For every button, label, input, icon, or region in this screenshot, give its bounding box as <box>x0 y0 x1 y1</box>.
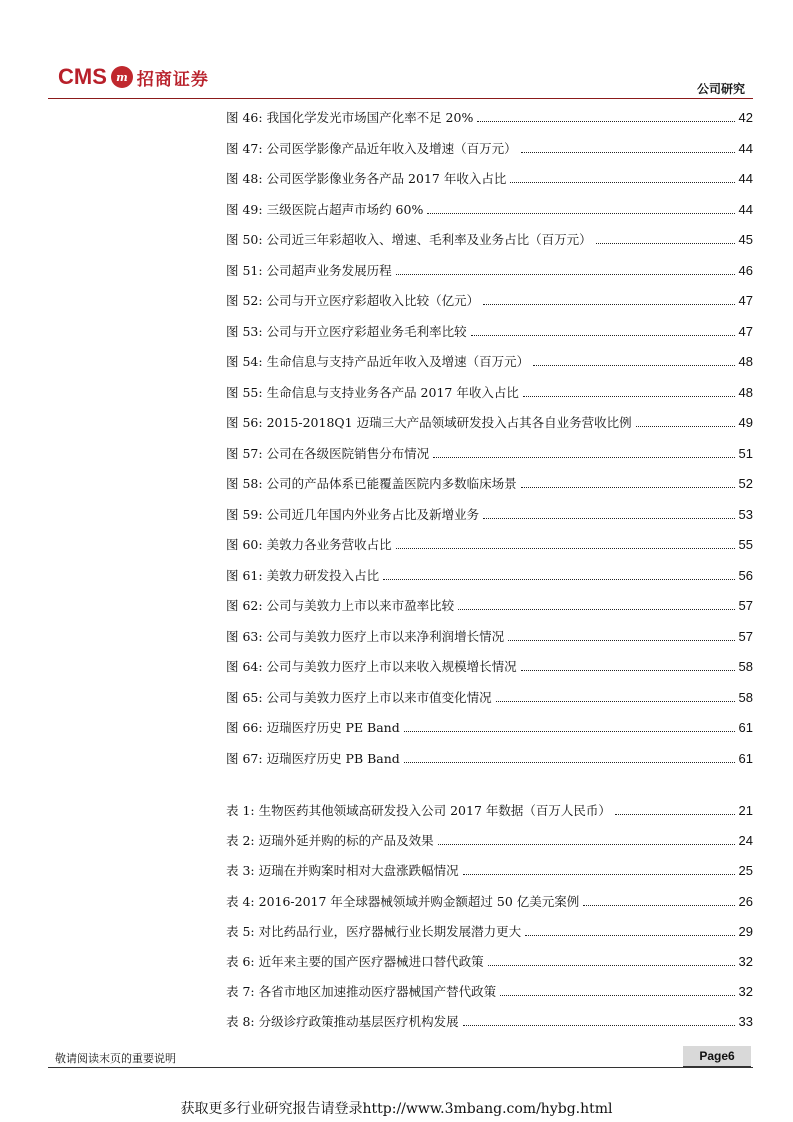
toc-entry-title: 图 65: 公司与美敦力医疗上市以来市值变化情况 <box>226 689 492 705</box>
dot-leader <box>521 486 735 488</box>
toc-entry-title: 图 57: 公司在各级医院销售分布情况 <box>226 445 430 461</box>
dot-leader <box>488 964 735 966</box>
toc-entry[interactable] <box>226 859 753 879</box>
toc-entry-title: 图 64: 公司与美敦力医疗上市以来收入规模增长情况 <box>226 659 517 674</box>
dot-leader <box>477 120 734 122</box>
logo-emblem-icon: m <box>111 66 133 88</box>
toc-entry-title: 图 52: 公司与开立医疗彩超收入比较（亿元） <box>226 293 480 308</box>
toc-entry[interactable] <box>226 655 753 675</box>
dot-leader <box>438 843 735 845</box>
toc-entry-page: 33 <box>738 1014 753 1030</box>
toc-entry-title: 图 51: 公司超声业务发展历程 <box>226 262 392 278</box>
toc-entry-page: 21 <box>738 803 753 818</box>
toc-entry[interactable] <box>226 198 753 218</box>
toc-entry-page: 32 <box>738 954 753 969</box>
footer-disclaimer: 敬请阅读末页的重要说明 <box>55 1052 176 1065</box>
dot-leader <box>396 273 735 275</box>
toc-entry[interactable] <box>226 259 753 279</box>
toc-entry-title: 表 2: 迈瑞外延并购的标的产品及效果 <box>226 833 434 849</box>
toc-entry-title: 图 58: 公司的产品体系已能覆盖医院内多数临床场景 <box>226 476 517 491</box>
page-header <box>40 58 753 98</box>
toc-entry-page: 25 <box>738 863 753 879</box>
toc-entry-title: 图 48: 公司医学影像业务各产品 2017 年收入占比 <box>226 171 507 186</box>
toc-entry-title: 图 67: 迈瑞医疗历史 PB Band <box>226 750 400 766</box>
dot-leader <box>396 547 735 549</box>
toc-entry-page: 46 <box>738 262 753 278</box>
toc-entry[interactable] <box>226 106 753 126</box>
dot-leader <box>471 334 735 336</box>
dot-leader <box>483 303 734 305</box>
dot-leader <box>596 242 735 244</box>
toc-entry-page: 29 <box>738 923 753 939</box>
toc-entry[interactable] <box>226 890 753 910</box>
toc-entry-title: 图 62: 公司与美敦力上市以来市盈率比较 <box>226 598 455 613</box>
footer-divider <box>48 1067 753 1068</box>
toc-entry-page: 44 <box>738 201 753 217</box>
dot-leader <box>521 151 735 153</box>
toc-entry[interactable] <box>226 829 753 849</box>
dot-leader <box>483 517 734 519</box>
toc-entry[interactable] <box>226 533 753 553</box>
toc-entry-page: 61 <box>738 750 753 766</box>
dot-leader <box>433 456 734 458</box>
toc-entry-page: 44 <box>738 140 753 156</box>
toc-entry-title: 图 56: 2015-2018Q1 迈瑞三大产品领域研发投入占其各自业务营收比例 <box>226 415 632 430</box>
toc-entry-title: 图 54: 生命信息与支持产品近年收入及增速（百万元） <box>226 354 530 369</box>
dot-leader <box>404 730 735 732</box>
toc-entry[interactable] <box>226 747 753 767</box>
dot-leader <box>508 639 734 641</box>
toc-entry-title: 图 60: 美敦力各业务营收占比 <box>226 537 392 552</box>
toc-entry[interactable] <box>226 503 753 523</box>
toc-entry[interactable] <box>226 625 753 645</box>
toc-entry-page: 47 <box>738 323 753 339</box>
toc-entry[interactable] <box>226 950 753 970</box>
toc-entry-title: 图 53: 公司与开立医疗彩超业务毛利率比较 <box>226 323 467 339</box>
toc-entry[interactable] <box>226 320 753 340</box>
toc-entry-title: 图 47: 公司医学影像产品近年收入及增速（百万元） <box>226 140 517 156</box>
dot-leader <box>463 1024 735 1026</box>
toc-entry-title: 表 4: 2016-2017 年全球器械领域并购金额超过 50 亿美元案例 <box>226 893 580 909</box>
logo-company-name: 招商证券 <box>136 69 209 90</box>
company-logo <box>58 64 209 90</box>
toc-entry[interactable] <box>226 716 753 736</box>
toc-entry-title: 表 1: 生物医药其他领域高研发投入公司 2017 年数据（百万人民币） <box>226 803 611 818</box>
toc-entry[interactable] <box>226 980 753 1000</box>
section-label: 公司研究 <box>696 82 745 96</box>
toc-entry-page: 58 <box>738 689 753 705</box>
toc-entry-title: 图 55: 生命信息与支持业务各产品 2017 年收入占比 <box>226 384 519 400</box>
toc-entry[interactable] <box>226 1010 753 1030</box>
dot-leader <box>615 813 735 815</box>
dot-leader <box>427 212 734 214</box>
toc-entry-title: 图 59: 公司近几年国内外业务占比及新增业务 <box>226 506 480 522</box>
toc-entry-page: 26 <box>738 893 753 909</box>
toc-entry[interactable] <box>226 381 753 401</box>
toc-entry-page: 49 <box>738 415 753 430</box>
dot-leader <box>500 994 734 996</box>
toc-entry[interactable] <box>226 799 753 819</box>
toc-entry[interactable] <box>226 920 753 940</box>
toc-entry-title: 表 8: 分级诊疗政策推动基层医疗机构发展 <box>226 1014 459 1030</box>
dot-leader <box>521 669 735 671</box>
toc-entry[interactable] <box>226 442 753 462</box>
toc-entry-page: 52 <box>738 476 753 491</box>
toc-entry[interactable] <box>226 411 753 431</box>
page-number-badge: Page6 <box>683 1046 751 1068</box>
toc-entry-page: 48 <box>738 354 753 369</box>
toc-entry-title: 图 46: 我国化学发光市场国产化率不足 20% <box>226 110 474 125</box>
toc-entry-page: 24 <box>738 833 753 849</box>
dot-leader <box>458 608 734 610</box>
dot-leader <box>463 873 735 875</box>
dot-leader <box>404 761 735 763</box>
toc-entry-page: 56 <box>738 567 753 583</box>
toc-entry-page: 51 <box>738 445 753 461</box>
toc-entry[interactable] <box>226 350 753 370</box>
toc-entry-title: 表 7: 各省市地区加速推动医疗器械国产替代政策 <box>226 984 497 1000</box>
toc-entry-page: 47 <box>738 293 753 308</box>
dot-leader <box>510 181 734 183</box>
toc-entry-title: 表 5: 对比药品行业，医疗器械行业长期发展潜力更大 <box>226 923 522 939</box>
header-divider <box>48 98 753 99</box>
toc-entry[interactable] <box>226 594 753 614</box>
toc-entry-page: 57 <box>738 598 753 613</box>
toc-entry-title: 表 6: 近年来主要的国产医疗器械进口替代政策 <box>226 954 484 969</box>
dot-leader <box>583 904 734 906</box>
toc-entry-title: 图 49: 三级医院占超声市场约 60% <box>226 201 424 217</box>
dot-leader <box>383 578 734 580</box>
toc-entry-page: 45 <box>738 232 753 247</box>
dot-leader <box>496 700 735 702</box>
toc-entry-page: 44 <box>738 171 753 186</box>
toc-entry-page: 32 <box>738 984 753 1000</box>
toc-entry-page: 53 <box>738 506 753 522</box>
toc-entry[interactable] <box>226 137 753 157</box>
download-note: 获取更多行业研究报告请登录http://www.3mbang.com/hybg.html <box>180 1101 613 1117</box>
toc-entry-page: 58 <box>738 659 753 674</box>
dot-leader <box>636 425 735 427</box>
toc-entry-title: 图 66: 迈瑞医疗历史 PE Band <box>226 720 400 735</box>
toc-entry[interactable] <box>226 472 753 492</box>
toc-entry[interactable] <box>226 228 753 248</box>
logo-cms-text: CMS <box>58 64 107 89</box>
toc-entry-page: 57 <box>738 628 753 644</box>
dot-leader <box>533 364 734 366</box>
toc-entry-title: 图 50: 公司近三年彩超收入、增速、毛利率及业务占比（百万元） <box>226 232 592 247</box>
dot-leader <box>523 395 735 397</box>
toc-entry-page: 61 <box>738 720 753 735</box>
toc-entry-title: 表 3: 迈瑞在并购案时相对大盘涨跌幅情况 <box>226 863 459 879</box>
toc-entry[interactable] <box>226 686 753 706</box>
toc-entry-title: 图 63: 公司与美敦力医疗上市以来净利润增长情况 <box>226 628 505 644</box>
toc-entry-page: 42 <box>738 110 753 125</box>
toc-entry[interactable] <box>226 167 753 187</box>
toc-entry-title: 图 61: 美敦力研发投入占比 <box>226 567 380 583</box>
toc-entry[interactable] <box>226 564 753 584</box>
toc-entry-page: 55 <box>738 537 753 552</box>
toc-entry-page: 48 <box>738 384 753 400</box>
dot-leader <box>525 934 734 936</box>
toc-entry[interactable] <box>226 289 753 309</box>
